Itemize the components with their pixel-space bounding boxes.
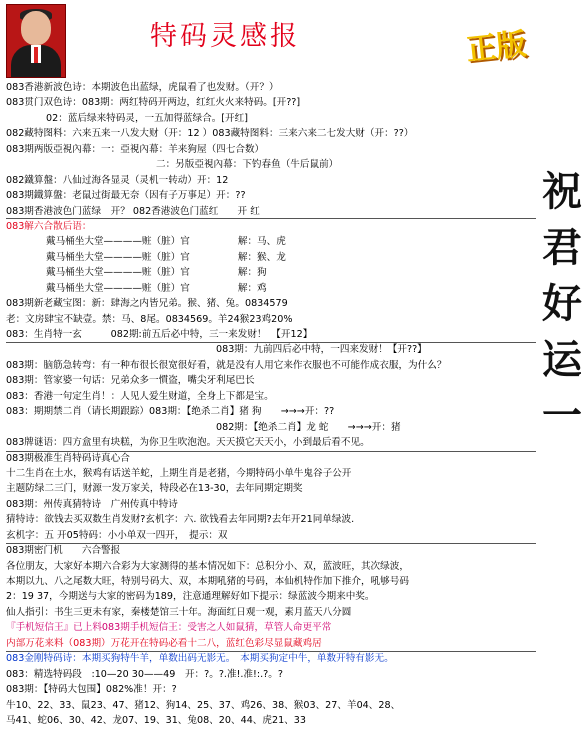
authentic-stamp: 正版 bbox=[464, 26, 529, 69]
text-line: 玄机字：五 开05特码：小小单双一四开， 提示：双 bbox=[6, 529, 228, 541]
text-line: 猜特诗：欲钱去买双数生肖发财?玄机字：六. 欲钱看去年同期?去年开21同单绿波. bbox=[6, 514, 355, 526]
text-line: 083期极准生肖特码诗真心合 bbox=[6, 452, 130, 464]
text-line: 083金刚特码诗：本期买狗特牛羊，单数出码无影无。 本期买狗定中牛，单数开特有影无。 bbox=[6, 653, 394, 665]
vertical-char: 一 bbox=[542, 392, 582, 439]
text-line: 083期：州传真猜特诗 广州传真中特诗 bbox=[6, 498, 178, 510]
text-line: 083期：九前四后必中特，一四来发财！【开??】 bbox=[216, 344, 427, 356]
text-line: 仙人指引：书生三更未有家，秦楼楚馆三十年。海面红日观一观，素月蓝天八分圆 bbox=[6, 606, 352, 618]
page-title: 特码灵感报 bbox=[150, 21, 300, 52]
text-line: 083期香港波色门蓝绿 开？ 082香港波色门蓝红 开 红 bbox=[6, 205, 260, 217]
text-line: 082藏特图料：六来五来一八发大财（开：12 ）083藏特图料：三来六来二七发大财（开：??） bbox=[6, 128, 414, 140]
vertical-char: 运 bbox=[542, 336, 582, 383]
text-line: 戴马桶坐大堂————赃（脏）官 解：狗 bbox=[46, 267, 267, 279]
main-content bbox=[6, 80, 536, 728]
text-line: 主题防绿二三门，财源一发万家关，特段必在13-30，去年同期定期奖 bbox=[6, 483, 303, 495]
text-line: 戴马桶坐大堂————赃（脏）官 解：猴、龙 bbox=[46, 251, 286, 263]
text-line: 02：蓝后绿来特码灵，一五加得蓝绿合。[开红] bbox=[46, 112, 248, 124]
text-line: 戴马桶坐大堂————赃（脏）官 解：鸡 bbox=[46, 282, 267, 294]
divider bbox=[6, 451, 536, 452]
text-line: 戴马桶坐大堂————赃（脏）官 解：马、虎 bbox=[46, 236, 286, 248]
text-line: 083香港新波色诗：本期波色出蓝绿，虎鼠看了也发财。（开？） bbox=[6, 82, 279, 93]
vertical-char: 祝 bbox=[542, 168, 582, 215]
divider bbox=[6, 651, 536, 652]
vertical-char: 君 bbox=[542, 224, 582, 271]
text-line: 十二生肖在土水，猴鸡有话送羊蛇，上期生肖是老猪，今期特码小单牛鬼谷子公开 bbox=[6, 467, 352, 479]
text-line: 083：精选特码段 :10—20 30——49 开：?。?.准!.准!:.?。? bbox=[6, 668, 283, 680]
text-line: 083贯门双色诗：083期：两红特码开两边，红红火火来特码。[开??] bbox=[6, 97, 301, 109]
text-line: 083：生肖特一玄 082期:前五后必中特，三一来发财！ 【开12】 bbox=[6, 329, 313, 340]
text-line: 各位朋友，大家好本期六合彩为大家测得的基本情况如下：总积分小、双，蓝波旺，其次绿波， bbox=[6, 560, 409, 572]
text-line: 083期新老藏宝图：新：肆海之内皆兄弟。猴、猪、兔。0834579 bbox=[6, 298, 288, 310]
divider bbox=[6, 218, 536, 219]
text-line: 083牌谜语：四方盒里有块糕，为你卫生吹泡泡。天天摸它天天小，小到最后看不见。 bbox=[6, 437, 370, 449]
vertical-char: 好 bbox=[542, 280, 582, 327]
text-line: 『手机短信王』已上料083期手机短信王：受害之人如鼠猜，草管人命更平常 bbox=[6, 622, 332, 634]
text-line: 2：19 37，今期送与大家的密码为189，注意通理解好如下提示：绿蓝波今期来中奖。 bbox=[6, 591, 375, 603]
text-line: 083期：【特码大包围】082%准！开：? bbox=[6, 684, 177, 696]
vertical-blessing bbox=[538, 164, 585, 444]
text-line: 083期：脑筋急转弯：有一种布很长很宽很好看，就是没有人用它来作衣服也不可能作成衣服，为什么？ bbox=[6, 359, 447, 371]
text-line: 082鐵算盤：八仙过海各显灵（灵机一转动）开：12 bbox=[6, 174, 229, 186]
text-line: 本期以九、八之尾数大旺，特别号码大、双，本期吼猪的号码，本仙机特作加下推介，吼够号码 bbox=[6, 576, 409, 587]
divider bbox=[6, 342, 536, 343]
text-line: 083期：管家婆一句话：兄弟众多一慣盗，嘴尖牙利尾巴长 bbox=[6, 375, 255, 387]
portrait-face bbox=[21, 11, 51, 45]
text-line: 083：期期禁二肖（请长期跟踪）083期：【绝杀二肖】猪 狗 →→→开：?? bbox=[6, 406, 335, 418]
text-line: 083期两版亞視內幕：一：亞視內幕：羊来狗屋（四七合数） bbox=[6, 143, 265, 155]
text-line: 老：文房肆宝不缺壹。禁：马、8尾。0834569。羊24猴23鸡20% bbox=[6, 313, 293, 325]
section-heading: 083解六合散后语： bbox=[6, 220, 92, 232]
text-line: 二：另版亞視內幕：下钓春鱼（牛后鼠前） bbox=[156, 159, 339, 171]
text-line: 内部万花来料（083期）万花开在特码必看十二八，蓝红色彩尽显鼠藏鸡居 bbox=[6, 637, 322, 649]
portrait-tie bbox=[34, 47, 38, 63]
text-line: 082期：【绝杀二肖】龙 蛇 →→→开：猪 bbox=[216, 421, 401, 433]
portrait-photo bbox=[6, 4, 66, 78]
text-line: 马41、蛇06、30、42、龙07、19、31、兔08、20、44、虎21、33 bbox=[6, 714, 306, 726]
text-line: 083期密门机 六合警报 bbox=[6, 545, 121, 557]
text-line: 083期鐵算盤：老鼠过街最无奈（因有子万事足）开：?? bbox=[6, 190, 246, 202]
text-line: 083：香港一句定生肖！：人见人爱生财道，全身上下都是宝。 bbox=[6, 390, 274, 402]
divider bbox=[6, 543, 536, 544]
text-line: 牛10、22、33、鼠23、47、猪12、狗14、25、37、鸡26、38、猴03、27、羊04、28、 bbox=[6, 699, 401, 711]
